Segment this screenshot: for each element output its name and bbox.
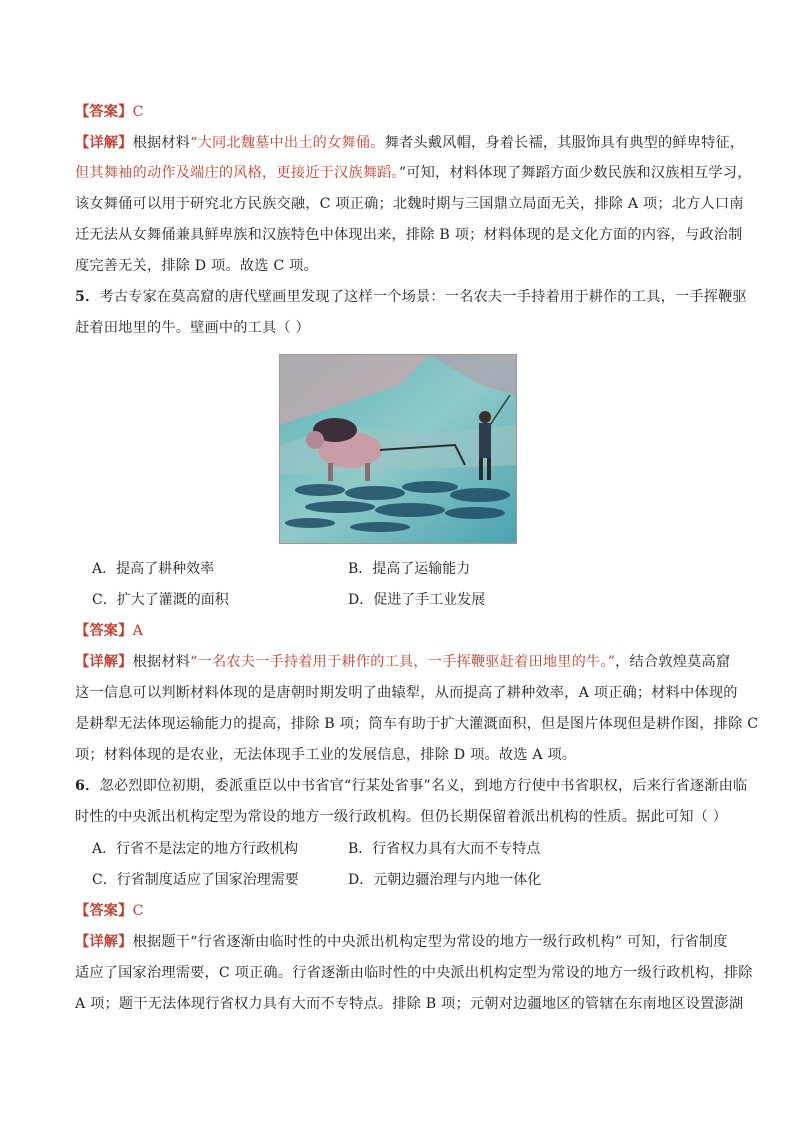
question-6-stem-cont: 时性的中央派出机构定型为常设的地方一级行政机构。但仍长期保留着派出机构的性质。据此可知（ ） [75, 809, 728, 825]
detail-line: 该女舞俑可以用于研究北方民族交融，C 项正确；北魏时期与三国鼎立局面无关，排除 A 项；北方人口南 [75, 196, 744, 212]
detail-line: 但其舞袖的动作及端庄的风格，更接近于汉族舞蹈。”可知，材料体现了舞蹈方面少数民族和汉族相互学习， [75, 165, 752, 181]
question-5-stem-cont: 赶着田地里的牛。壁画中的工具（ ） [75, 320, 310, 336]
option-a[interactable]: A．行省不是法定的地方行政机构 [92, 841, 299, 857]
option-b[interactable]: B．行省权力具有大而不专特点 [348, 841, 541, 857]
detail-line: 【详解】根据材料“一名农夫一手持着用于耕作的工具，一手挥鞭驱赶着田地里的牛。”，结合敦煌莫高窟 [75, 654, 731, 670]
detail-line: 适应了国家治理需要，C 项正确。行省逐渐由临时性的中央派出机构定型为常设的地方一级行政机构，排除 [75, 965, 753, 981]
detail-line: 是耕犁无法体现运输能力的提高，排除 B 项；筒车有助于扩大灌溉面积，但是图片体现但是耕作图，排除 C [75, 716, 759, 732]
option-c[interactable]: C．扩大了灌溉的面积 [92, 592, 229, 608]
question-number: 5． [75, 289, 100, 305]
option-d[interactable]: D．促进了手工业发展 [348, 592, 486, 608]
answer-value: C [132, 104, 144, 120]
option-a[interactable]: A．提高了耕种效率 [92, 561, 215, 577]
detail-line: 这一信息可以判断材料体现的是唐朝时期发明了曲辕犁，从而提高了耕种效率，A 项正确；材料中体现的 [75, 685, 738, 701]
detail-line: 项；材料体现的是农业，无法体现手工业的发展信息，排除 D 项。故选 A 项。 [75, 747, 577, 763]
mural-ox-plough-picture [280, 355, 516, 543]
question-5-stem: 5．考古专家在莫高窟的唐代壁画里发现了这样一个场景：一名农夫一手持着用于耕作的工具，一手挥鞭驱 [75, 289, 747, 305]
detail-line: 【详解】根据材料“大同北魏墓中出土的女舞俑。舞者头戴风帽，身着长襦，其服饰具有典型的鲜卑特征， [75, 135, 745, 151]
question-6-stem: 6．忽必烈即位初期，委派重臣以中书省官“行某处省事”名义，到地方行使中书省职权，后来行省逐渐由临 [75, 778, 748, 794]
detail-line: 度完善无关，排除 D 项。故选 C 项。 [75, 258, 318, 274]
option-d[interactable]: D．元朝边疆治理与内地一体化 [348, 872, 542, 888]
option-b[interactable]: B．提高了运输能力 [348, 561, 471, 577]
answer-line: 【答案】A [75, 623, 144, 639]
answer-line: 【答案】C [75, 903, 144, 919]
detail-tag: 【详解】 [75, 135, 133, 151]
detail-line: A 项；题干无法体现行省权力具有大而不专特点。排除 B 项；元朝对边疆地区的管辖在东南地区设置澎湖 [75, 996, 744, 1012]
option-c[interactable]: C．行省制度适应了国家治理需要 [92, 872, 299, 888]
detail-line: 迁无法从女舞俑兼具鲜卑族和汉族特色中体现出来，排除 B 项；材料体现的是文化方面的内容，与政治制 [75, 227, 743, 243]
answer-line [75, 102, 725, 122]
mural-image [279, 354, 517, 544]
detail-line: 【详解】根据题干“行省逐渐由临时性的中央派出机构定型为常设的地方一级行政机构” 可知，行省制度 [75, 934, 728, 950]
answer-tag: 【答案】 [75, 104, 133, 120]
